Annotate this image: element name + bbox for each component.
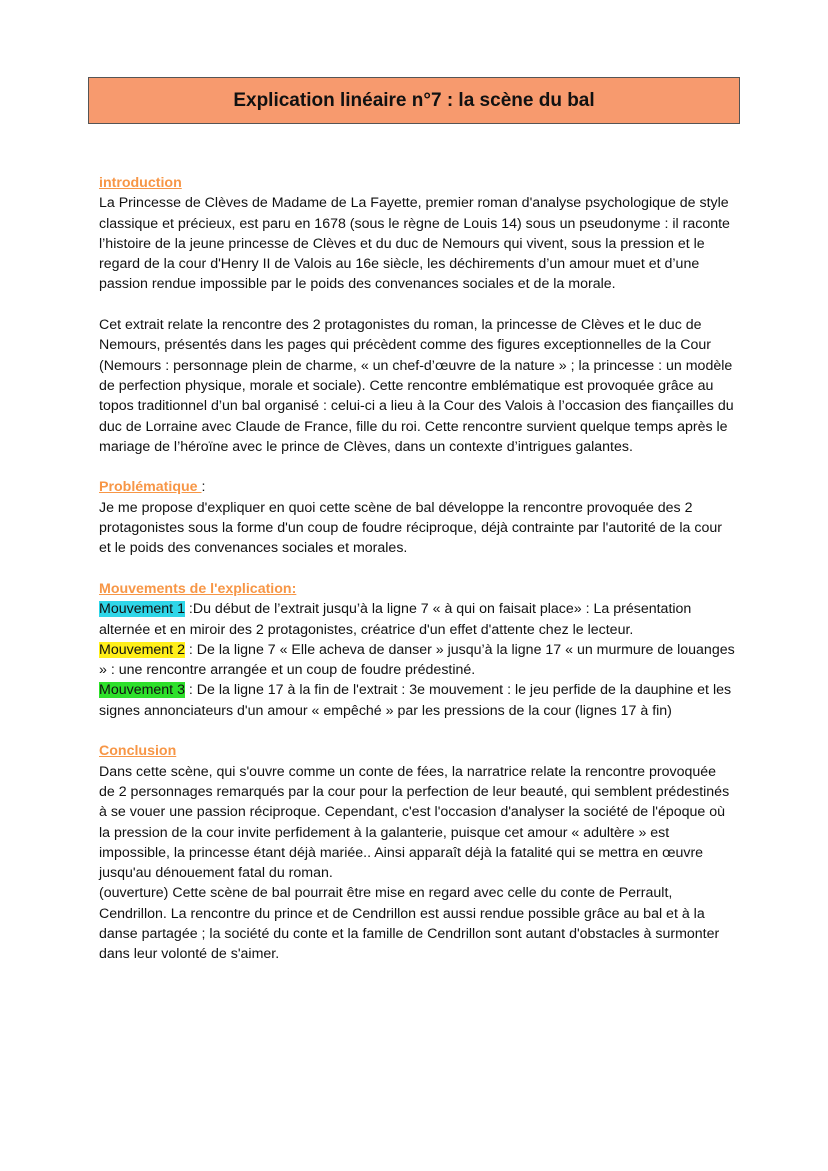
mouvement-3-label: Mouvement 3 [99,682,185,699]
mouvement-2-label: Mouvement 2 [99,641,185,658]
title-banner [88,77,740,124]
mouvements-colon: : [291,580,297,597]
conclusion-heading: Conclusion [99,743,177,760]
conclusion-paragraph-1: Dans cette scène, qui s'ouvre comme un conte de fées, la narratrice relate la rencontre provoquée de 2 personnages remarqués par la cour pour la perfection de leur beauté, qui semblent prédestinés à se vouer une passion réciproque. Cependant, c'est l'occasion d'analyser la société de l'époque où la pression de la cour invite perfidement à la galanterie, puisque cet amour « adultère » est impossible, la princesse étant déjà mariée.. Ainsi apparaît déjà la fatalité qui se mettra en œuvre jusqu'au dénouement fatal du roman. [99,763,730,882]
mouvements-heading-line [99,579,735,599]
mouvement-2-item [99,640,735,681]
mouvement-3-text: : De la ligne 17 à la fin de l'extrait : 3e mouvement : le jeu perfide de la dauphine et les signes annonciateurs d'un amour « empêché » par les pressions de la cour (lignes 17 à fin) [99,682,732,719]
mouvements-heading: Mouvements de l'explication [99,580,292,597]
document-title: Explication linéaire n°7 : la scène du bal [233,89,595,111]
introduction-section [99,173,735,457]
introduction-heading: introduction [99,175,182,191]
mouvement-1-item [99,599,735,640]
introduction-paragraph-1: La Princesse de Clèves de Madame de La Fayette, premier roman d'analyse psychologique de style classique et précieux, est paru en 1678 (sous le règne de Louis 14) sous un pseudonyme : il raconte l’histoire de la jeune princesse de Clèves et du duc de Nemours qui vivent, sous la pression et le regard de la cour d'Henry II de Valois au 16e siècle, les déchirements d’un amour muet et d’une passion rendue impossible par le poids des convenances sociales et de la morale. [99,195,730,293]
mouvement-3-item [99,680,735,721]
conclusion-section [99,741,735,964]
problematique-section [99,477,735,558]
problematique-text: Je me propose d'expliquer en quoi cette scène de bal développe la rencontre provoquée des 2 protagonistes sous la forme d'un coup de foudre réciproque, déjà contrainte par l'autorité de la cour et le poids des convenances sociales et morales. [99,499,722,557]
introduction-paragraph-2: Cet extrait relate la rencontre des 2 protagonistes du roman, la princesse de Clèves et le duc de Nemours, présentés dans les pages qui précèdent comme des figures exceptionnelles de la Cour (Nemours : personnage plein de charme, « un chef-d’œuvre de la nature » ; la princesse : un modèle de perfection physique, morale et sociale). Cette rencontre emblématique est provoquée grâce au topos traditionnel d’un bal organisé : celui-ci a lieu à la Cour des Valois à l’occasion des fiançailles du duc de Lorraine avec Claude de France, fille du roi. Cette rencontre survient quelque temps après le mariage de l’héroïne avec le prince de Clèves, dans un contexte d’intrigues galantes. [99,317,734,455]
mouvements-section [99,579,735,721]
document-body [99,173,735,965]
problematique-heading-line [99,477,735,497]
problematique-heading: Problématique [99,479,202,496]
mouvement-1-text: :Du début de l’extrait jusqu’à la ligne 7 « à qui on faisait place» : La présentation alternée et en miroir des 2 protagonistes, créatrice d'un effet d'attente chez le lecteur. [99,601,692,638]
conclusion-paragraph-2: (ouverture) Cette scène de bal pourrait être mise en regard avec celle du conte de Perrault, Cendrillon. La rencontre du prince et de Cendrillon est aussi rendue possible grâce au bal et à la danse partagée ; la société du conte et la famille de Cendrillon sont autant d'obstacles à surmonter dans leur volonté de s'aimer. [99,885,720,963]
mouvement-2-text: : De la ligne 7 « Elle acheva de danser » jusqu’à la ligne 17 « un murmure de louanges » : une rencontre arrangée et un coup de foudre prédestiné. [99,641,735,679]
mouvement-1-label: Mouvement 1 [99,601,185,618]
problematique-colon: : [201,479,206,496]
